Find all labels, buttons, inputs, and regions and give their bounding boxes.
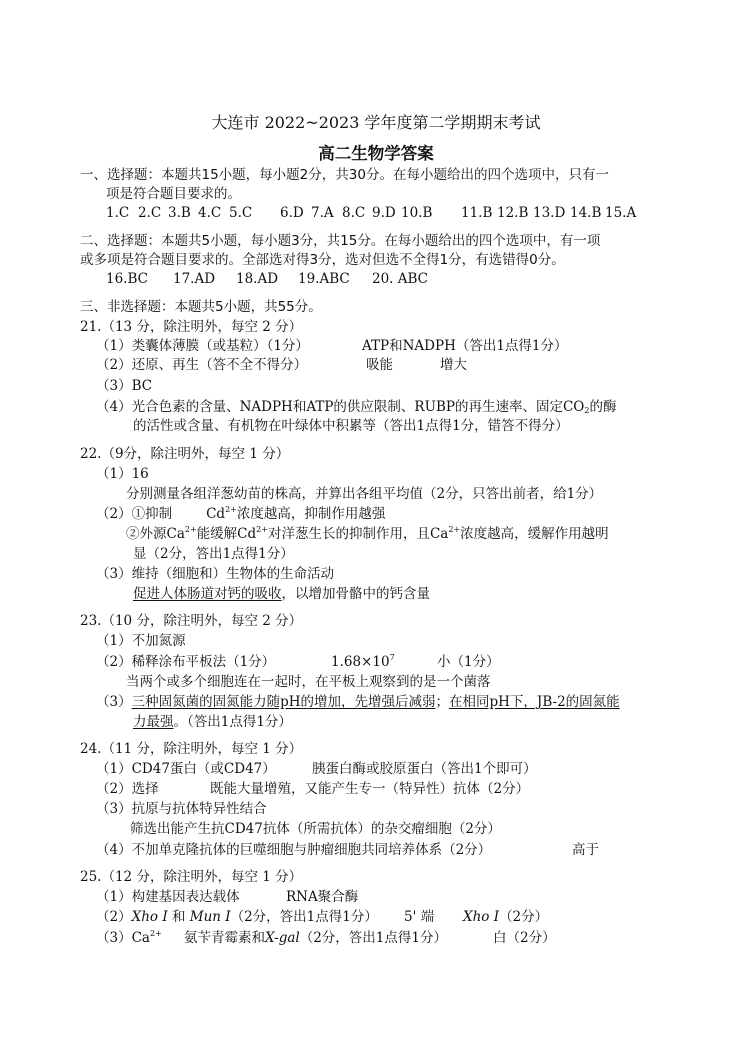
answer-item: 10.B	[401, 205, 433, 221]
q23-line2-a: （2）稀释涂布平板法（1分）	[96, 654, 276, 670]
q21-line4a-text: （4）光合色素的含量、NADPH和ATP的供应限制、RUBP的再生速率、固定CO	[96, 399, 585, 415]
q25-line3-a	[96, 929, 162, 947]
superscript: 2+	[256, 525, 268, 534]
q21-line1-a: （1）类囊体薄膜（或基粒）（1分）	[96, 338, 309, 354]
q25-line1-b: RNA聚合酶	[286, 889, 359, 905]
q22-line6-underlined: 促进人体肠道对钙的吸收	[133, 586, 282, 602]
q22-line6-rest: ，以增加骨骼中的钙含量	[281, 586, 430, 602]
answer-item: 15.A	[605, 205, 637, 221]
superscript: 2+	[448, 525, 461, 534]
q25-line3-note: （2分，答出1点得1分）	[299, 930, 447, 946]
q24-heading: 24.（11 分，除注明外，每空 1 分）	[80, 741, 303, 757]
part3-heading: 三、非选择题：本题共5小题，共55分。	[80, 299, 322, 315]
answer-item: 5.C	[229, 205, 253, 221]
q25-line3-xgal: X-gal	[265, 930, 300, 946]
q22-line3-b: 能缓解Cd	[196, 526, 257, 542]
q23-line4-prefix: （3）	[96, 694, 132, 710]
q25-line3-prefix: （3）Ca	[96, 930, 150, 946]
q22-line2-prefix: （2）①抑制	[96, 506, 173, 522]
q25-line2-note: （2分，答出1点得1分）	[230, 909, 378, 925]
q22-line6	[133, 585, 430, 603]
q22-line5: （3）维持（细胞和）生物体的生命活动	[96, 566, 335, 582]
q21-line3: （3）BC	[96, 378, 153, 394]
answer-item: 18.AD	[236, 271, 279, 287]
q24-line1-b: 胰蛋白酶或胶原蛋白（答出1个即可）	[312, 761, 537, 777]
q22-heading: 22.（9分，除注明外，每空 1 分）	[80, 446, 290, 462]
q25-line2	[96, 908, 378, 926]
enzyme-muni: Mun I	[189, 909, 231, 925]
part2-heading-line2: 或多项是符合题目要求的。全部选对得3分，选对但选不全得1分，有选错得0分。	[80, 252, 565, 268]
q21-line4b: 的活性或含量、有机物在叶绿体中积累等（答出1点得1分，错答不得分）	[133, 418, 569, 434]
q22-line3	[126, 525, 609, 543]
q24-line1-a: （1）CD47蛋白（或CD47）	[96, 761, 276, 777]
q23-line4-underlined-2: 在相同pH下，JB-2的固氮能	[449, 694, 620, 710]
q24-line2-b: 既能大量增殖，又能产生专一（特异性）抗体（2分）	[210, 781, 530, 797]
part1-heading-line1: 一、选择题：本题共15小题，每小题2分，共30分。在每小题给出的四个选项中，只有一	[80, 167, 609, 183]
answer-item: 8.C	[342, 205, 366, 221]
answer-item: 14.B	[570, 205, 602, 221]
q23-line2-c: 小（1分）	[437, 654, 500, 670]
answer-item: 4.C	[198, 205, 222, 221]
q25-heading: 25.（12 分，除注明外，每空 1 分）	[80, 869, 303, 885]
subscript: 2	[584, 406, 590, 415]
answer-item: 1.C	[106, 205, 130, 221]
q22-line3-d: 浓度越高，缓解作用越明	[460, 526, 609, 542]
q22-line1: （1）16	[96, 466, 149, 482]
q23-count: 1.68×10	[331, 654, 390, 670]
answer-item: 6.D	[280, 205, 304, 221]
enzyme-xhoi: Xho I	[131, 909, 168, 925]
q25-line2-five-prime: 5' 端	[404, 909, 435, 925]
q22-line3-c: 对洋葱生长的抑制作用，且Ca	[267, 526, 449, 542]
answer-item: 3.B	[168, 205, 191, 221]
q24-line4: 筛选出能产生抗CD47抗体（所需抗体）的杂交瘤细胞（2分）	[130, 821, 501, 837]
q22-line2-cd: Cd	[206, 506, 226, 522]
answer-item: 11.B	[461, 205, 493, 221]
q24-line3: （3）抗原与抗体特异性结合	[96, 801, 267, 817]
q21-heading: 21.（13 分，除注明外，每空 2 分）	[80, 319, 303, 335]
q21-line4a-tail: 的酶	[589, 399, 617, 415]
answer-item: 19.ABC	[298, 271, 350, 287]
page-title: 大连市 2022~2023 学年度第二学期期末考试	[211, 113, 541, 132]
answer-item: 2.C	[138, 205, 162, 221]
q24-line5-a: （4）不加单克隆抗体的巨噬细胞与肿瘤细胞共同培养体系（2分）	[96, 842, 492, 858]
q25-line2-tail	[463, 908, 548, 926]
q22-line2	[96, 505, 385, 523]
superscript: 2+	[225, 505, 237, 514]
enzyme-xhoi-2: Xho I	[463, 909, 500, 925]
q22-line3-a: ②外源Ca	[126, 526, 185, 542]
q22-line4: 显（2分，答出1点得1分）	[133, 546, 294, 562]
q25-line3-c: 白（2分）	[493, 930, 556, 946]
q23-heading: 23.（10 分，除注明外，每空 2 分）	[80, 613, 303, 629]
q21-line1-b: ATP和NADPH（答出1点得1分）	[362, 338, 568, 354]
q23-line5	[133, 713, 292, 731]
answer-item: 13.D	[533, 205, 566, 221]
q23-line4-underlined-1: 三种固氮菌的固氮能力随pH的增加，先增强后减弱	[131, 694, 436, 710]
q22-line1b: 分别测量各组洋葱幼苗的株高，并算出各组平均值（2分，只答出前者，给1分）	[126, 486, 603, 502]
q25-line2-prefix: （2）	[96, 909, 132, 925]
q21-line2-a: （2）还原、再生（答不全不得分）	[96, 357, 308, 373]
q25-line3-antibiotic: 氨苄青霉素和	[184, 930, 265, 946]
q24-line2-a: （2）选择	[96, 781, 159, 797]
q23-line4-sep: ；	[435, 694, 450, 710]
q23-line5-rest: 。（答出1点得1分）	[173, 714, 292, 730]
q23-line5-underlined: 力最强	[133, 714, 174, 730]
answer-item: 20. ABC	[372, 271, 429, 287]
q21-line2-c: 增大	[440, 357, 467, 373]
q23-line1: （1）不加氮源	[96, 633, 186, 649]
q25-line2-and: 和	[167, 909, 190, 925]
superscript: 2+	[184, 525, 197, 534]
answer-item: 9.D	[372, 205, 396, 221]
q25-line3-b	[184, 929, 447, 947]
answer-item: 12.B	[497, 205, 529, 221]
answer-item: 7.A	[311, 205, 334, 221]
q23-line3: 当两个或多个细胞连在一起时，在平板上观察到的是一个菌落	[126, 674, 491, 690]
q21-line2-b: 吸能	[366, 357, 393, 373]
q21-line4a	[96, 398, 616, 416]
superscript: 2+	[149, 929, 162, 938]
q25-line1-a: （1）构建基因表达载体	[96, 889, 240, 905]
page-subtitle: 高二生物学答案	[318, 144, 434, 163]
q24-line5-b: 高于	[572, 842, 599, 858]
answer-item: 17.AD	[173, 271, 216, 287]
part2-heading-line1: 二、选择题：本题共5小题，每小题3分，共15分。在每小题给出的四个选项中，有一项	[80, 233, 601, 249]
answer-item: 16.BC	[106, 271, 148, 287]
q23-line2-b	[331, 653, 395, 671]
part1-heading-line2: 项是符合题目要求的。	[106, 186, 241, 202]
superscript: 7	[389, 653, 395, 662]
q25-line2-end: （2分）	[499, 909, 549, 925]
q23-line4	[96, 693, 620, 711]
q22-line2-rest: 浓度越高，抑制作用越强	[236, 506, 386, 522]
